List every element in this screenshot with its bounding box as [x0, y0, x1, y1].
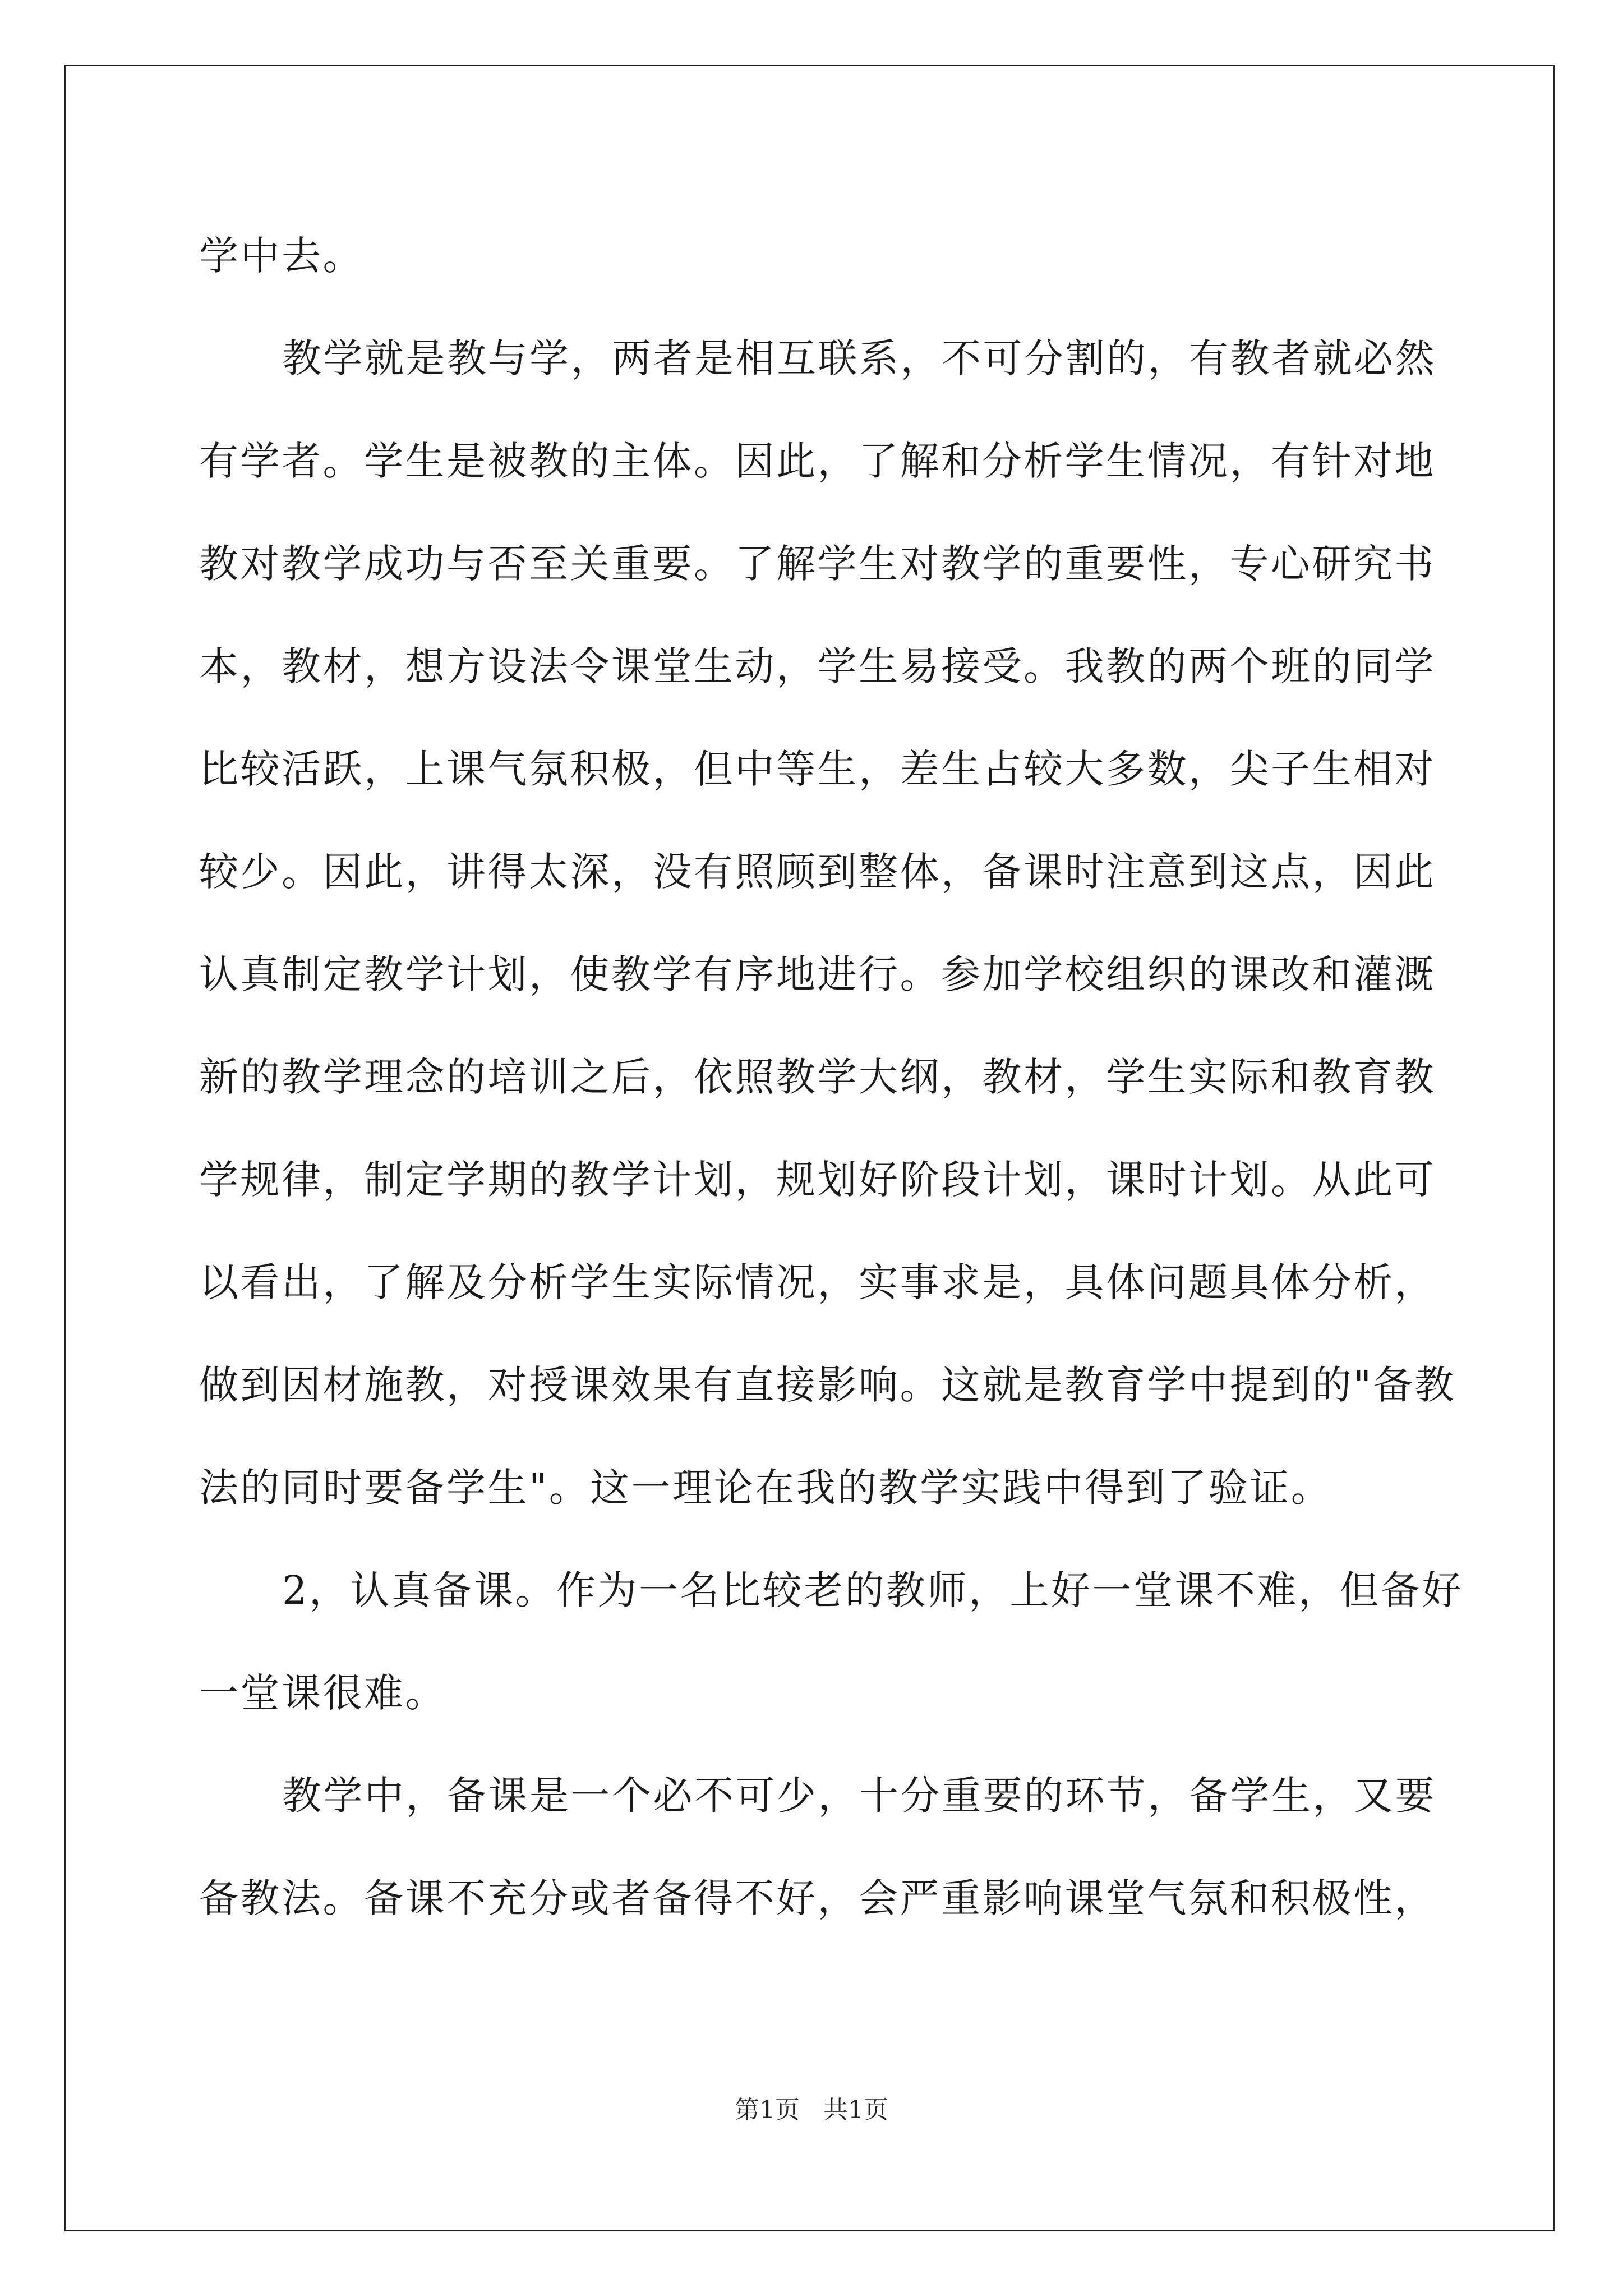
paragraph [199, 205, 1427, 307]
text-line: 较少。因此，讲得太深，没有照顾到整体，备课时注意到这点，因此 [199, 849, 1436, 895]
text-line: 本，教材，想方设法令课堂生动，学生易接受。我教的两个班的同学 [199, 643, 1436, 689]
text-line: 2，认真备课。作为一名比较老的教师，上好一堂课不难，但备好 [282, 1567, 1464, 1613]
text-line: 学中去。 [199, 233, 364, 279]
text-line: 做到因材施教，对授课效果有直接影响。这就是教育学中提到的"备教 [199, 1362, 1456, 1408]
text-line: 学规律，制定学期的教学计划，规划好阶段计划，课时计划。从此可 [199, 1157, 1436, 1203]
text-line: 教学中，备课是一个必不可少，十分重要的环节，备学生，又要 [282, 1773, 1436, 1819]
text-line: 一堂课很难。 [199, 1670, 446, 1716]
page-footer [0, 2090, 1623, 2125]
text-line: 教对教学成功与否至关重要。了解学生对教学的重要性，专心研究书 [199, 541, 1436, 587]
paragraph [199, 1745, 1436, 1950]
text-line: 以看出，了解及分析学生实际情况，实事求是，具体问题具体分析， [199, 1259, 1436, 1305]
text-line: 比较活跃，上课气氛积极，但中等生，差生占较大多数，尖子生相对 [199, 746, 1436, 792]
document-body [199, 205, 1464, 1950]
text-line: 法的同时要备学生"。这一理论在我的教学实践中得到了验证。 [199, 1465, 1332, 1511]
text-line: 认真制定教学计划，使教学有序地进行。参加学校组织的课改和灌溉 [199, 951, 1436, 997]
paragraph [199, 307, 1456, 1539]
text-line: 备教法。备课不充分或者备得不好，会严重影响课堂气氛和积极性， [199, 1875, 1436, 1921]
page-total: 共1页 [823, 2096, 888, 2124]
paragraph [199, 1539, 1464, 1745]
text-line: 新的教学理念的培训之后，依照教学大纲，教材，学生实际和教育教 [199, 1054, 1436, 1100]
text-line: 教学就是教与学，两者是相互联系，不可分割的，有教者就必然 [282, 335, 1436, 381]
page-number: 第1页 [735, 2096, 800, 2124]
text-line: 有学者。学生是被教的主体。因此，了解和分析学生情况，有针对地 [199, 438, 1436, 484]
